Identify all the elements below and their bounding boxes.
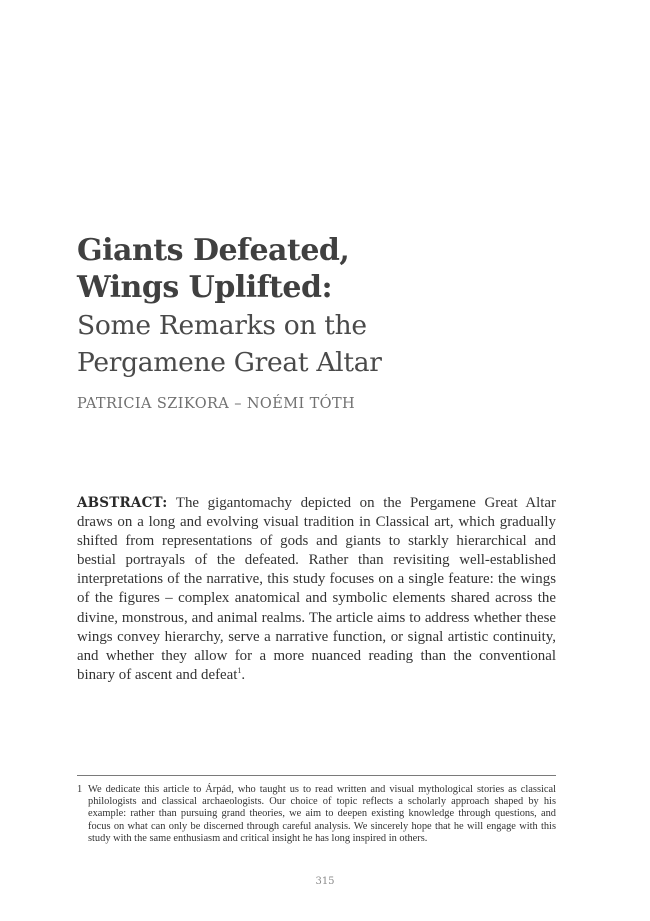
article-subtitle <box>77 307 577 381</box>
title-line-2: Wings Uplifted: <box>77 270 333 305</box>
abstract: ABSTRACT: The gigantomachy depicted on the Pergamene Great Altar draws on a long and evolving visual tradition in Classical art, which gradually shifted from representations of gods and giants to starkly hierarchical and bestial portrayals of the defeated. Rather than revisiting well-established interpretations of the narrative, this study focuses on a single feature: the wings of the figures – complex anatomical and symbolic elements shared across the divine, monstrous, and animal realms. The article aims to address whether these wings convey hierarchy, serve a narrative function, or signal artistic continuity, and whether they allow for a more nuanced reading than the conventional binary of ascent and defeat$^1$. <box>77 495 556 683</box>
article-title <box>77 232 577 306</box>
subtitle-line-2: Pergamene Great Altar <box>77 347 382 378</box>
footnote-divider <box>77 775 556 776</box>
page-number: 315 <box>315 876 335 887</box>
abstract-label: ABSTRACT: <box>77 495 168 511</box>
title-block <box>77 232 577 381</box>
title-line-1: Giants Defeated, <box>77 233 350 268</box>
footnote-reference[interactable]: 1 <box>237 665 242 675</box>
authors: PATRICIA SZIKORA – NOÉMI TÓTH <box>77 396 356 412</box>
footnote-number: 1 <box>77 784 83 795</box>
abstract-text: The gigantomachy depicted on the Pergamene Great Altar draws on a long and evolving visual tradition in Classical art, which gradually shifted from representations of gods and giants to starkly hierarchical and bestial portrayals of the defeated. Rather than revisiting well-established interpretations of the narrative, this study focuses on a single feature: the wings of the figures – complex anatomical and symbolic elements shared across the divine, monstrous, and animal realms. The article aims to address whether these wings convey hierarchy, serve a narrative function, or signal artistic continuity, and whether they allow for a more nuanced reading than the conventional binary of ascent and defeat <box>77 495 556 683</box>
footnote-text: We dedicate this article to Árpád, who taught us to read written and visual mythological stories as classical philologists and classical archaeologists. Our choice of topic reflects a scholarly approach shaped by his example: rather than pursuing grand theories, we aim to deepen existing knowledge through questions, and focus on what can only be discerned through careful analysis. We sincerely hope that he will engage with this study with the same enthusiasm and critical insight he has long inspired in others. <box>88 784 556 844</box>
subtitle-line-1: Some Remarks on the <box>77 310 367 341</box>
footnote <box>77 784 556 845</box>
